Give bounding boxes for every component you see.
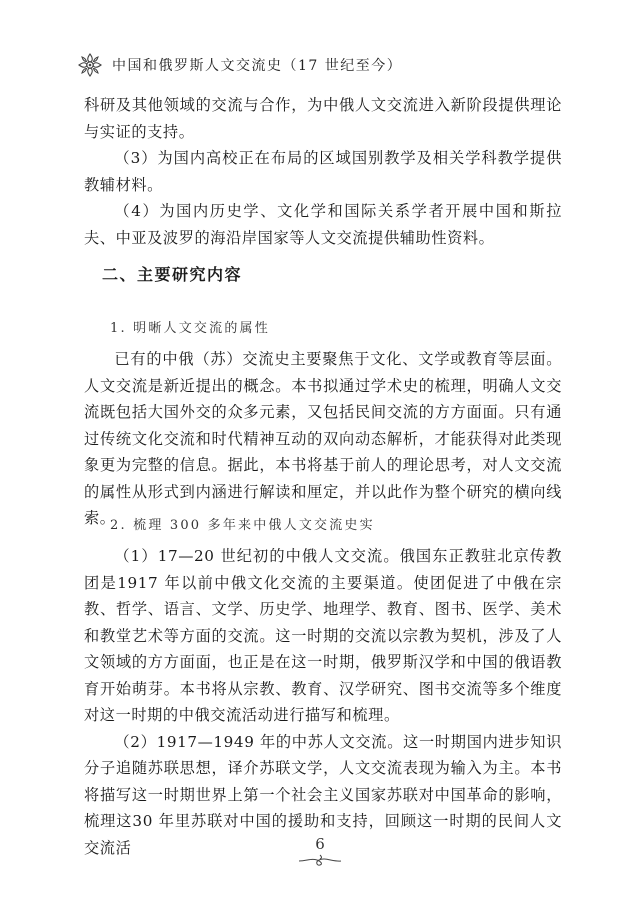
floral-ornament-icon [76, 51, 104, 79]
swirl-ornament-icon [295, 852, 345, 868]
intro-block [84, 92, 562, 251]
list-item-4: （4）为国内历史学、文化学和国际关系学者开展中国和斯拉夫、中亚及波罗的海沿岸国家等人文交流提供辅助性资料。 [84, 202, 562, 247]
section-heading: 二、主要研究内容 [102, 265, 243, 284]
subsection-heading-1: 1. 明晰人文交流的属性 [110, 321, 270, 336]
page-number: 6 [315, 835, 325, 853]
paragraph-1: （1）17—20 世纪初的中俄人文交流。俄国东正教驻北京传教团是1917 年以前中俄文化交流的主要渠道。使团促进了中俄在宗教、哲学、语言、文学、历史学、地理学、教育、图书、医学、美术和教堂艺术等方面的交流。这一时期的交流以宗教为契机，涉及了人文领域的方方面面，也正是在这一时期，俄罗斯汉学和中国的俄语教育开始萌芽。本书将从宗教、教育、汉学研究、图书交流等多个维度对这一时期的中俄交流活动进行描写和梳理。 [84, 547, 562, 724]
subsection-1-body [84, 346, 562, 532]
page-footer [290, 836, 350, 868]
subsection-2-body [84, 543, 562, 861]
paragraph-2: （2）1917—1949 年的中苏人文交流。这一时期国内进步知识分子追随苏联思想，译介苏联文学，人文交流表现为输入为主。本书将描写这一时期世界上第一个社会主义国家苏联对中国革命的影响，梳理这30 年里苏联对中国的援助和支持，回顾这一时期的民间人文交流活 [84, 732, 562, 857]
subsection-heading-2: 2. 梳理 300 多年来中俄人文交流史实 [110, 518, 375, 533]
running-header [76, 50, 402, 80]
list-item-3: （3）为国内高校正在布局的区域国别教学及相关学科教学提供教辅材料。 [84, 149, 562, 194]
paragraph: 已有的中俄（苏）交流史主要聚焦于文化、文学或教育等层面。人文交流是新近提出的概念。本书拟通过学术史的梳理，明确人文交流既包括大国外交的众多元素，又包括民间交流的方方面面。只有通过传统文化交流和时代精神互动的双向动态解析，才能获得对此类现象更为完整的信息。据此，本书将基于前人的理论思考，对人文交流的属性从形式到内涵进行解读和厘定，并以此作为整个研究的横向线索。 [84, 350, 562, 527]
book-title: 中国和俄罗斯人文交流史（17 世纪至今） [112, 58, 403, 74]
continuation-paragraph: 科研及其他领域的交流与合作，为中俄人文交流进入新阶段提供理论与实证的支持。 [84, 96, 562, 141]
